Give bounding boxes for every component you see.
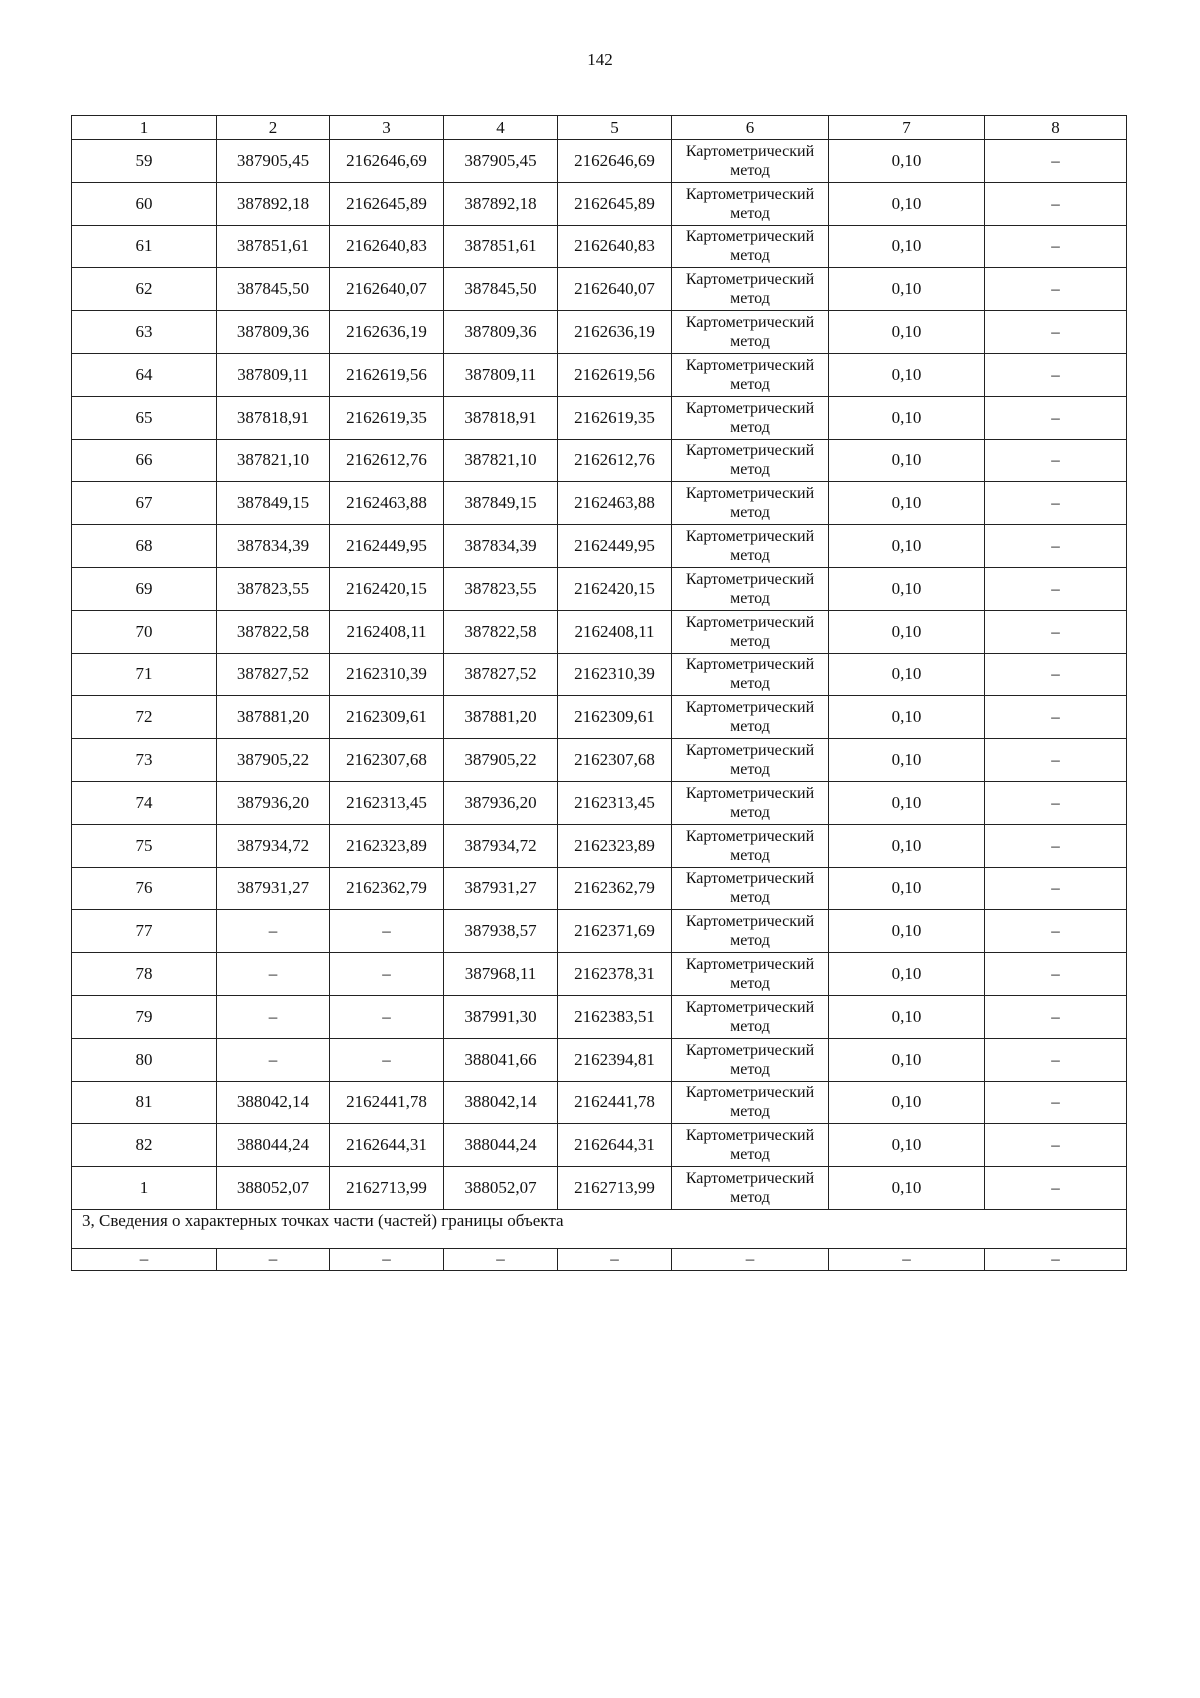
accuracy-cell: 0,10 [829,610,985,653]
y-existing-cell: 2162307,68 [330,739,444,782]
description-cell: – [985,268,1127,311]
table-row [72,140,1127,183]
point-number-cell: 64 [72,353,217,396]
description-cell: – [985,739,1127,782]
x-new-cell: 387991,30 [444,995,558,1038]
method-cell: Картометрический метод [672,653,829,696]
point-number-cell: 77 [72,910,217,953]
accuracy-cell: 0,10 [829,1167,985,1210]
description-cell: – [985,610,1127,653]
y-new-cell: 2162636,19 [558,311,672,354]
x-existing-cell: 387823,55 [217,567,330,610]
table-row [72,739,1127,782]
y-existing-cell: 2162323,89 [330,824,444,867]
method-cell: Картометрический метод [672,225,829,268]
method-cell: Картометрический метод [672,995,829,1038]
point-number-cell: 72 [72,696,217,739]
x-new-cell: 388044,24 [444,1124,558,1167]
point-number-cell: 73 [72,739,217,782]
accuracy-cell: 0,10 [829,696,985,739]
y-new-cell: 2162646,69 [558,140,672,183]
y-new-cell: 2162645,89 [558,182,672,225]
method-cell: Картометрический метод [672,781,829,824]
method-cell: Картометрический метод [672,824,829,867]
x-new-cell: 387821,10 [444,439,558,482]
x-new-cell: 387968,11 [444,953,558,996]
accuracy-cell: 0,10 [829,824,985,867]
y-existing-cell: 2162640,83 [330,225,444,268]
description-cell: – [985,910,1127,953]
accuracy-cell: 0,10 [829,1081,985,1124]
description-cell: – [985,482,1127,525]
accuracy-cell: 0,10 [829,953,985,996]
y-existing-cell: 2162612,76 [330,439,444,482]
table-row [72,225,1127,268]
y-new-cell: 2162420,15 [558,567,672,610]
method-cell: Картометрический метод [672,353,829,396]
point-number-cell: 78 [72,953,217,996]
accuracy-cell: 0,10 [829,525,985,568]
x-existing-cell: – [217,995,330,1038]
table-row [72,995,1127,1038]
table-row [72,1081,1127,1124]
description-cell: – [985,567,1127,610]
dash-cell: – [330,1248,444,1270]
dash-cell: – [829,1248,985,1270]
column-header: 1 [72,116,217,140]
y-new-cell: 2162713,99 [558,1167,672,1210]
point-number-cell: 82 [72,1124,217,1167]
y-new-cell: 2162640,83 [558,225,672,268]
x-new-cell: 387845,50 [444,268,558,311]
y-existing-cell: – [330,995,444,1038]
y-existing-cell: 2162441,78 [330,1081,444,1124]
table-row [72,1124,1127,1167]
point-number-cell: 70 [72,610,217,653]
x-new-cell: 387818,91 [444,396,558,439]
x-new-cell: 388042,14 [444,1081,558,1124]
y-new-cell: 2162307,68 [558,739,672,782]
table-body [72,116,1127,1271]
description-cell: – [985,824,1127,867]
x-existing-cell: 387851,61 [217,225,330,268]
description-cell: – [985,1081,1127,1124]
description-cell: – [985,696,1127,739]
y-new-cell: 2162313,45 [558,781,672,824]
description-cell: – [985,867,1127,910]
x-new-cell: 387809,11 [444,353,558,396]
method-cell: Картометрический метод [672,140,829,183]
accuracy-cell: 0,10 [829,353,985,396]
point-number-cell: 63 [72,311,217,354]
method-cell: Картометрический метод [672,567,829,610]
x-existing-cell: 387822,58 [217,610,330,653]
table-row [72,867,1127,910]
x-existing-cell: 388044,24 [217,1124,330,1167]
empty-parts-row [72,1248,1127,1270]
y-existing-cell: 2162362,79 [330,867,444,910]
description-cell: – [985,140,1127,183]
accuracy-cell: 0,10 [829,739,985,782]
x-existing-cell: 387905,45 [217,140,330,183]
x-existing-cell: 387845,50 [217,268,330,311]
method-cell: Картометрический метод [672,739,829,782]
y-new-cell: 2162441,78 [558,1081,672,1124]
point-number-cell: 81 [72,1081,217,1124]
point-number-cell: 79 [72,995,217,1038]
point-number-cell: 65 [72,396,217,439]
dash-cell: – [672,1248,829,1270]
table-row [72,268,1127,311]
point-number-cell: 80 [72,1038,217,1081]
y-existing-cell: 2162640,07 [330,268,444,311]
y-new-cell: 2162449,95 [558,525,672,568]
point-number-cell: 69 [72,567,217,610]
description-cell: – [985,1038,1127,1081]
method-cell: Картометрический метод [672,268,829,311]
x-new-cell: 387851,61 [444,225,558,268]
x-new-cell: 387931,27 [444,867,558,910]
accuracy-cell: 0,10 [829,182,985,225]
method-cell: Картометрический метод [672,1167,829,1210]
dash-cell: – [72,1248,217,1270]
y-new-cell: 2162619,56 [558,353,672,396]
x-new-cell: 387936,20 [444,781,558,824]
accuracy-cell: 0,10 [829,1038,985,1081]
description-cell: – [985,653,1127,696]
table-row [72,824,1127,867]
y-existing-cell: 2162310,39 [330,653,444,696]
x-existing-cell: 387809,36 [217,311,330,354]
accuracy-cell: 0,10 [829,781,985,824]
table-row [72,653,1127,696]
method-cell: Картометрический метод [672,696,829,739]
method-cell: Картометрический метод [672,910,829,953]
y-new-cell: 2162619,35 [558,396,672,439]
section-title: 3, Сведения о характерных точках части (частей) границы объекта [72,1209,1127,1248]
point-number-cell: 76 [72,867,217,910]
accuracy-cell: 0,10 [829,225,985,268]
accuracy-cell: 0,10 [829,268,985,311]
x-existing-cell: 387849,15 [217,482,330,525]
dash-cell: – [985,1248,1127,1270]
y-new-cell: 2162323,89 [558,824,672,867]
description-cell: – [985,953,1127,996]
accuracy-cell: 0,10 [829,311,985,354]
table-row [72,953,1127,996]
accuracy-cell: 0,10 [829,140,985,183]
x-existing-cell: 387809,11 [217,353,330,396]
y-existing-cell: 2162645,89 [330,182,444,225]
page-number: 142 [587,50,613,69]
method-cell: Картометрический метод [672,953,829,996]
x-existing-cell: 387881,20 [217,696,330,739]
point-number-cell: 67 [72,482,217,525]
method-cell: Картометрический метод [672,1081,829,1124]
x-existing-cell: 387936,20 [217,781,330,824]
column-header: 7 [829,116,985,140]
y-existing-cell: – [330,1038,444,1081]
description-cell: – [985,995,1127,1038]
x-new-cell: 387892,18 [444,182,558,225]
table-row [72,910,1127,953]
point-number-cell: 60 [72,182,217,225]
method-cell: Картометрический метод [672,1124,829,1167]
description-cell: – [985,1167,1127,1210]
method-cell: Картометрический метод [672,439,829,482]
description-cell: – [985,1124,1127,1167]
dash-cell: – [444,1248,558,1270]
x-existing-cell: – [217,953,330,996]
description-cell: – [985,311,1127,354]
table-row [72,567,1127,610]
y-existing-cell: 2162646,69 [330,140,444,183]
description-cell: – [985,225,1127,268]
y-existing-cell: 2162713,99 [330,1167,444,1210]
point-number-cell: 1 [72,1167,217,1210]
description-cell: – [985,396,1127,439]
method-cell: Картометрический метод [672,182,829,225]
table-row [72,525,1127,568]
y-new-cell: 2162310,39 [558,653,672,696]
point-number-cell: 74 [72,781,217,824]
description-cell: – [985,439,1127,482]
dash-cell: – [558,1248,672,1270]
column-header: 5 [558,116,672,140]
x-existing-cell: 387821,10 [217,439,330,482]
y-existing-cell: 2162463,88 [330,482,444,525]
y-new-cell: 2162383,51 [558,995,672,1038]
table-row [72,396,1127,439]
point-number-cell: 68 [72,525,217,568]
y-existing-cell: – [330,953,444,996]
column-header: 3 [330,116,444,140]
coordinates-table [71,115,1127,1271]
column-number-row [72,116,1127,140]
y-existing-cell: – [330,910,444,953]
method-cell: Картометрический метод [672,311,829,354]
dash-cell: – [217,1248,330,1270]
y-new-cell: 2162371,69 [558,910,672,953]
column-header: 6 [672,116,829,140]
table-row [72,696,1127,739]
accuracy-cell: 0,10 [829,396,985,439]
accuracy-cell: 0,10 [829,1124,985,1167]
point-number-cell: 61 [72,225,217,268]
description-cell: – [985,525,1127,568]
x-existing-cell: – [217,1038,330,1081]
y-existing-cell: 2162636,19 [330,311,444,354]
description-cell: – [985,781,1127,824]
x-existing-cell: 387931,27 [217,867,330,910]
table-row [72,311,1127,354]
description-cell: – [985,353,1127,396]
y-existing-cell: 2162619,56 [330,353,444,396]
accuracy-cell: 0,10 [829,910,985,953]
y-new-cell: 2162612,76 [558,439,672,482]
x-existing-cell: 387905,22 [217,739,330,782]
x-existing-cell: 388052,07 [217,1167,330,1210]
table-row [72,1167,1127,1210]
point-number-cell: 75 [72,824,217,867]
x-new-cell: 387905,22 [444,739,558,782]
method-cell: Картометрический метод [672,610,829,653]
accuracy-cell: 0,10 [829,995,985,1038]
y-new-cell: 2162408,11 [558,610,672,653]
table-row [72,781,1127,824]
method-cell: Картометрический метод [672,482,829,525]
x-new-cell: 387822,58 [444,610,558,653]
column-header: 8 [985,116,1127,140]
method-cell: Картометрический метод [672,396,829,439]
y-new-cell: 2162309,61 [558,696,672,739]
x-new-cell: 387823,55 [444,567,558,610]
point-number-cell: 66 [72,439,217,482]
y-existing-cell: 2162644,31 [330,1124,444,1167]
y-new-cell: 2162362,79 [558,867,672,910]
table-row [72,439,1127,482]
description-cell: – [985,182,1127,225]
point-number-cell: 71 [72,653,217,696]
method-cell: Картометрический метод [672,525,829,568]
x-existing-cell: 388042,14 [217,1081,330,1124]
y-existing-cell: 2162420,15 [330,567,444,610]
y-new-cell: 2162463,88 [558,482,672,525]
column-header: 2 [217,116,330,140]
accuracy-cell: 0,10 [829,653,985,696]
y-new-cell: 2162378,31 [558,953,672,996]
accuracy-cell: 0,10 [829,567,985,610]
y-new-cell: 2162394,81 [558,1038,672,1081]
x-existing-cell: 387827,52 [217,653,330,696]
x-existing-cell: 387892,18 [217,182,330,225]
y-existing-cell: 2162408,11 [330,610,444,653]
y-existing-cell: 2162619,35 [330,396,444,439]
y-existing-cell: 2162449,95 [330,525,444,568]
x-new-cell: 387809,36 [444,311,558,354]
table-row [72,482,1127,525]
x-existing-cell: 387834,39 [217,525,330,568]
y-new-cell: 2162640,07 [558,268,672,311]
table-row [72,182,1127,225]
x-new-cell: 387934,72 [444,824,558,867]
y-new-cell: 2162644,31 [558,1124,672,1167]
y-existing-cell: 2162309,61 [330,696,444,739]
x-existing-cell: – [217,910,330,953]
table-row [72,1038,1127,1081]
accuracy-cell: 0,10 [829,867,985,910]
x-new-cell: 387938,57 [444,910,558,953]
x-new-cell: 387849,15 [444,482,558,525]
column-header: 4 [444,116,558,140]
method-cell: Картометрический метод [672,867,829,910]
x-new-cell: 387834,39 [444,525,558,568]
x-existing-cell: 387818,91 [217,396,330,439]
point-number-cell: 59 [72,140,217,183]
x-new-cell: 388052,07 [444,1167,558,1210]
x-new-cell: 387905,45 [444,140,558,183]
accuracy-cell: 0,10 [829,482,985,525]
section-row [72,1209,1127,1248]
accuracy-cell: 0,10 [829,439,985,482]
method-cell: Картометрический метод [672,1038,829,1081]
x-existing-cell: 387934,72 [217,824,330,867]
x-new-cell: 387881,20 [444,696,558,739]
table-row [72,353,1127,396]
x-new-cell: 387827,52 [444,653,558,696]
y-existing-cell: 2162313,45 [330,781,444,824]
x-new-cell: 388041,66 [444,1038,558,1081]
table-row [72,610,1127,653]
point-number-cell: 62 [72,268,217,311]
